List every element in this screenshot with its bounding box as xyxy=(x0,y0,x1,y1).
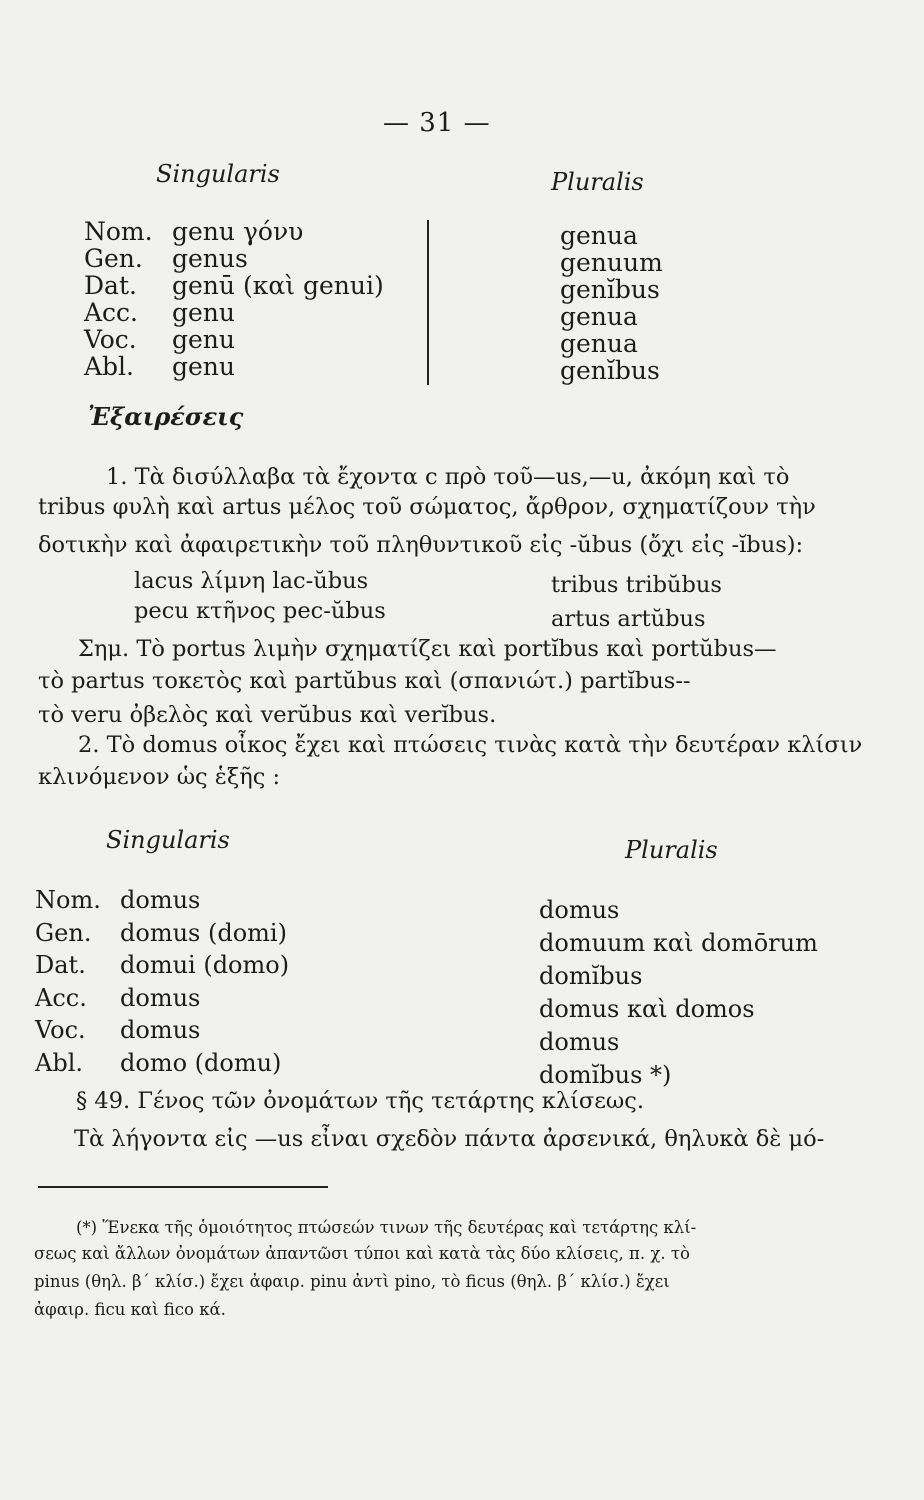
singular-form: domui (domo) xyxy=(120,951,290,979)
table1-plural-header: Pluralis xyxy=(551,168,644,196)
case-label: Acc. xyxy=(84,298,139,327)
table1-divider xyxy=(427,220,429,385)
plural-form: domus xyxy=(539,896,620,924)
plural-form: domĭbus xyxy=(539,962,643,990)
example-item: pecu κτῆνος pec-ŭbus xyxy=(134,598,386,624)
plural-form: domĭbus *) xyxy=(539,1061,672,1089)
example-item: artus artŭbus xyxy=(551,606,706,632)
rule-line: tribus φυλὴ καὶ artus μέλος τοῦ σώματος, ἄρθρον, σχηματίζουν τὴν xyxy=(38,494,816,520)
table1-singular-header: Singularis xyxy=(156,160,280,188)
exceptions-title: Ἐξαιρέσεις xyxy=(88,402,244,431)
singular-form: genu xyxy=(172,352,236,381)
case-label: Dat. xyxy=(84,271,137,300)
note-line: τὸ partus τοκετὸς καὶ partŭbus καὶ (σπανιώτ.) partĭbus-- xyxy=(38,668,691,694)
singular-form: genū (καὶ genui) xyxy=(172,271,384,300)
plural-form: domus καὶ domos xyxy=(539,995,755,1023)
plural-form: genĭbus xyxy=(560,275,660,304)
page-number: — 31 — xyxy=(383,108,491,138)
singular-form: genu γόνυ xyxy=(172,217,304,246)
example-item: lacus λίμνη lac-ŭbus xyxy=(134,568,369,594)
case-label: Abl. xyxy=(35,1048,83,1077)
table2-plural-header: Pluralis xyxy=(625,836,718,864)
case-label: Dat. xyxy=(35,951,86,979)
case-label: Gen. xyxy=(84,244,143,273)
plural-form: genua xyxy=(560,329,638,358)
table1-plural-forms xyxy=(560,222,663,384)
case-label: Voc. xyxy=(84,325,137,354)
footnote-line: ἀφαιρ. ficu καὶ fico κά. xyxy=(34,1300,226,1319)
plural-form: domus xyxy=(539,1028,620,1056)
case-label: Voc. xyxy=(35,1016,86,1044)
rule-line: δοτικὴν καὶ ἀφαιρετικὴν τοῦ πληθυντικοῦ εἰς -ŭbus (ὄχι εἰς -ĭbus): xyxy=(38,532,804,558)
case-label: Abl. xyxy=(84,352,134,381)
section-heading: § 49. Γένος τῶν ὀνομάτων τῆς τετάρτης κλίσεως. xyxy=(76,1088,645,1114)
case-label: Acc. xyxy=(35,983,87,1012)
table1-singular-forms xyxy=(172,218,384,380)
domus-intro-line: 2. Τὸ domus οἶκος ἔχει καὶ πτώσεις τινὰς κατὰ τὴν δευτέραν κλίσιν xyxy=(78,732,863,758)
footnote-line: pinus (θηλ. β΄ κλίσ.) ἔχει ἀφαιρ. pinu ἀντὶ pino, τὸ ficus (θηλ. β΄ κλίσ.) ἔχει xyxy=(34,1272,670,1291)
section-text: Τὰ λήγοντα εἰς —us εἶναι σχεδὸν πάντα ἀρσενικά, θηλυκὰ δὲ μό- xyxy=(74,1126,825,1152)
table2-singular-forms xyxy=(120,884,289,1079)
table2-case-column xyxy=(35,884,101,1079)
singular-form: domo (domu) xyxy=(120,1048,282,1077)
footnote-line: (*) Ἕνεκα τῆς ὁμοιότητος πτώσεών τινων τῆς δευτέρας καὶ τετάρτης κλί- xyxy=(76,1218,697,1237)
singular-form: domus xyxy=(120,983,201,1012)
table2-singular-header: Singularis xyxy=(106,826,230,854)
note-line: τὸ veru ὀβελὸς καὶ verŭbus καὶ verĭbus. xyxy=(38,702,497,728)
case-label: Gen. xyxy=(35,918,92,947)
singular-form: genu xyxy=(172,325,236,354)
plural-form: genuum xyxy=(560,248,663,277)
table2-plural-forms xyxy=(539,894,818,1092)
singular-form: domus (domi) xyxy=(120,918,287,947)
plural-form: genua xyxy=(560,221,638,250)
singular-form: domus xyxy=(120,886,201,914)
footnote-divider xyxy=(38,1186,328,1188)
singular-form: genus xyxy=(172,244,248,273)
rule-line: 1. Τὰ δισύλλαβα τὰ ἔχοντα c πρὸ τοῦ—us,—u, ἀκόμη καὶ τὸ xyxy=(106,464,790,490)
case-label: Nom. xyxy=(35,886,101,914)
singular-form: domus xyxy=(120,1016,201,1044)
footnote-line: σεως καὶ ἄλλων ὀνομάτων ἀπαντῶσι τύποι καὶ κατὰ τὰς δύο κλίσεις, π. χ. τὸ xyxy=(34,1244,690,1263)
note-line: Σημ. Τὸ portus λιμὴν σχηματίζει καὶ portĭbus καὶ portŭbus— xyxy=(78,636,777,662)
example-item: tribus tribŭbus xyxy=(551,572,722,598)
domus-intro-line: κλινόμενον ὡς ἑξῆς : xyxy=(38,764,281,790)
table1-case-column xyxy=(84,218,153,380)
plural-form: genĭbus xyxy=(560,356,660,385)
case-label: Nom. xyxy=(84,217,153,246)
singular-form: genu xyxy=(172,298,236,327)
plural-form: domuum καὶ domōrum xyxy=(539,929,818,957)
plural-form: genua xyxy=(560,302,638,331)
